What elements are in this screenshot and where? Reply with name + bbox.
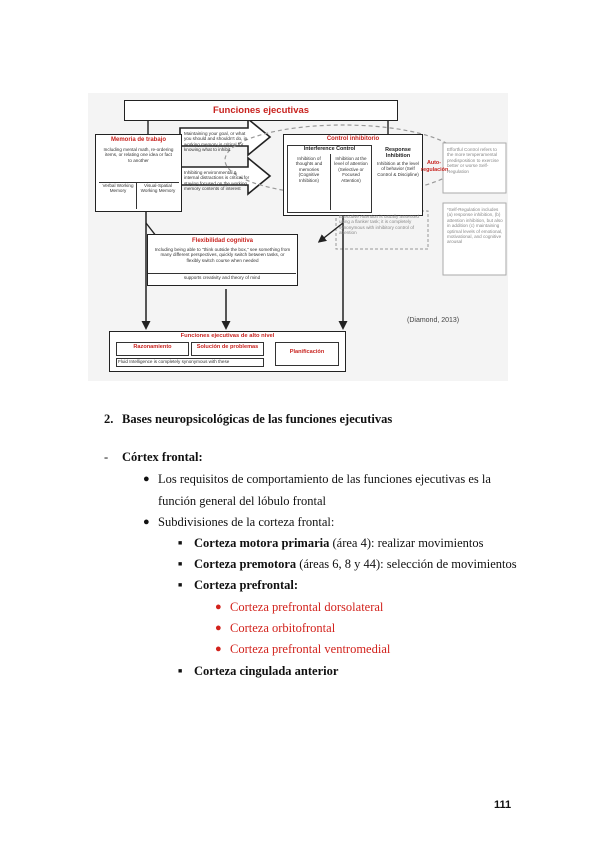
response-inhibition-desc: Inhibition at the level of behavior (Self Control & Discipline) (377, 161, 419, 177)
interference-control-box (287, 145, 372, 213)
working-memory-desc: Including mental math, re-ordering items, or relating one idea or fact to another (103, 147, 174, 163)
section-title: Bases neuropsicológicas de las funciones ejecutivas (122, 412, 393, 426)
prefrontal-item-3: Corteza prefrontal ventromedial (230, 642, 391, 656)
executive-attention-text: Executive Attention is usually assessed using a flanker task; it is completely synonymous with inhibitory control of attention (339, 214, 419, 236)
sub-item-2 (194, 556, 517, 572)
effortful-control-text: Effortful Control refers to the more temperamental predisposition to exercise better or worse Self-Regulation (447, 147, 499, 174)
sub-item-1-bold: Corteza motora primaria (194, 536, 330, 550)
diagram-title-box (124, 100, 398, 121)
sub-item-2-bold: Corteza premotora (194, 557, 297, 571)
problem-solving-label: Solución de problemas (196, 344, 259, 350)
working-memory-title: Memoria de trabajo (110, 137, 166, 143)
cognitive-flexibility-box (147, 234, 298, 286)
sub-item-2-rest: (áreas 6, 8 y 44): selección de movimientos (296, 557, 517, 571)
sub-item-3-bold: Corteza prefrontal: (194, 578, 299, 592)
reasoning-label: Razonamiento (133, 344, 172, 350)
section-number: 2. (104, 412, 114, 426)
sub-item-1-rest: (área 4): realizar movimientos (329, 536, 484, 550)
red-bullet-marker: ● (215, 601, 222, 613)
cognitive-inhibition: Inhibition of thoughts and memories (Cognitive Inhibition) (295, 156, 323, 183)
dash-marker: - (104, 450, 109, 464)
page-number: 111 (494, 799, 512, 811)
arrow-top-text: Maintaining your goal, or what you should and shouldn't do, in working memory is critical for knowing what to inhibit (184, 131, 248, 153)
inhibitory-control-title: Control inhibitorio (326, 136, 380, 142)
self-regulation-label: Auto-regulación (421, 160, 449, 173)
working-memory-box (95, 134, 182, 212)
sub-item-3 (194, 577, 298, 593)
response-inhibition-title: Response Inhibition (385, 147, 411, 160)
square-marker: ■ (178, 539, 183, 547)
bullet-marker: ● (143, 473, 150, 485)
cognitive-flexibility-title: Flexibilidad cognitiva (191, 238, 253, 244)
sub-item-1 (194, 535, 483, 551)
verbal-working-memory: Verbal Working Memory (102, 183, 134, 194)
red-bullet-marker: ● (215, 622, 222, 634)
bullet-text-1b: función general del lóbulo frontal (158, 494, 326, 508)
sub-item-4-bold: Corteza cingulada anterior (194, 664, 339, 678)
square-marker: ■ (178, 667, 183, 675)
visual-spatial-working-memory: Visual-Spatial Working Memory (140, 183, 176, 194)
executive-functions-diagram (88, 93, 508, 381)
prefrontal-item-1: Corteza prefrontal dorsolateral (230, 600, 384, 614)
prefrontal-item-2: Corteza orbitofrontal (230, 621, 336, 635)
square-marker: ■ (178, 560, 183, 568)
bullet-text-2: Subdivisiones de la corteza frontal: (158, 515, 335, 529)
arrow-mid-text: Inhibiting environmental & internal distractions is critical for staying focused on the working memory contents of interest (184, 170, 250, 192)
interference-control-title: Interference Control (303, 146, 356, 152)
fluid-intelligence-text: Fluid Intelligence is completely synonymous with these (118, 359, 230, 364)
inhibitory-control-box (283, 134, 423, 216)
cognitive-flexibility-supports: supports creativity and theory of mind (183, 275, 261, 280)
red-bullet-marker: ● (215, 643, 222, 655)
cortex-frontal-title: Córtex frontal: (122, 450, 203, 464)
diagram-title: Funciones ejecutivas (212, 105, 310, 116)
planning-label: Planificación (289, 349, 325, 355)
self-regulation-text: *Self-Regulation includes (a) response inhibition, (b) attention inhibition, but also in addition (c) maintaining optimal levels of emotional, motivational, and cognitive arousal (447, 207, 503, 245)
higher-order-functions-box (109, 331, 346, 372)
selective-attention: Inhibition at the level of attention (Selective or Focused Attention) (334, 156, 368, 183)
square-marker: ■ (178, 581, 183, 589)
sub-item-4 (194, 663, 338, 679)
cognitive-flexibility-desc: Including being able to "think outside the box," see something from many different perspectives, quickly switch between tasks, or flexibly switch course when needed (154, 247, 291, 263)
higher-order-functions-title: Funciones ejecutivas de alto nivel (180, 333, 275, 339)
bullet-text-1: Los requisitos de comportamiento de las funciones ejecutivas es la (158, 472, 491, 486)
bullet-marker: ● (143, 516, 150, 528)
diagram-citation: (Diamond, 2013) (407, 317, 460, 324)
